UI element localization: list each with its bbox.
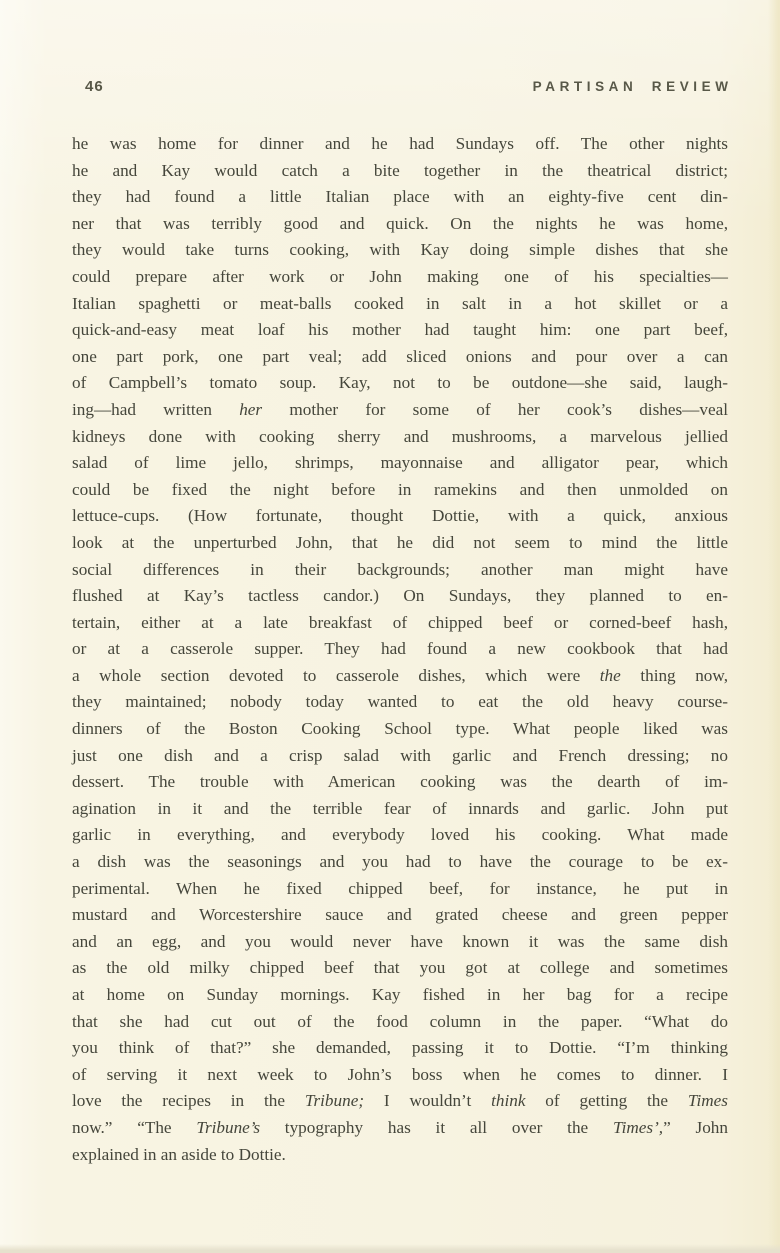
text-line: he was home for dinner and he had Sundays off. The other nights	[72, 134, 728, 153]
text-line: now.” “The Tribune’s typography has it all over the Times’,” John	[72, 1117, 728, 1137]
page-text	[72, 131, 728, 1168]
text-line: dessert. The trouble with American cooking was the dearth of im-	[72, 772, 728, 792]
text-line: look at the unperturbed John, that he did not seem to mind the little	[72, 532, 728, 552]
text-line: at home on Sunday mornings. Kay fished in her bag for a recipe	[72, 985, 728, 1004]
journal-title: PARTISAN REVIEW	[532, 79, 733, 94]
text-line: he and Kay would catch a bite together in the theatrical district;	[72, 160, 728, 180]
text-line: one part pork, one part veal; add sliced onions and pour over a can	[72, 346, 728, 366]
text-line: perimental. When he fixed chipped beef, for instance, he put in	[72, 878, 728, 898]
text-line: mustard and Worcestershire sauce and grated cheese and green pepper	[72, 905, 728, 925]
text-line: salad of lime jello, shrimps, mayonnaise and alligator pear, which	[72, 453, 728, 473]
page-header	[72, 78, 733, 98]
text-line: and an egg, and you would never have known it was the same dish	[72, 931, 728, 951]
text-line: or at a casserole supper. They had found a new cookbook that had	[72, 639, 728, 659]
text-line: love the recipes in the Tribune; I wouldn’t think of getting the Times	[72, 1091, 728, 1111]
text-line: of Campbell’s tomato soup. Kay, not to be outdone—she said, laugh-	[72, 373, 728, 393]
text-line: of serving it next week to John’s boss when he comes to dinner. I	[72, 1064, 728, 1084]
text-line: just one dish and a crisp salad with garlic and French dressing; no	[72, 745, 728, 765]
text-line: they maintained; nobody today wanted to eat the old heavy course-	[72, 692, 728, 712]
text-line: a dish was the seasonings and you had to have the courage to be ex-	[72, 852, 728, 872]
text-line: a whole section devoted to casserole dishes, which were the thing now,	[72, 665, 728, 685]
text-line: they would take turns cooking, with Kay doing simple dishes that she	[72, 240, 728, 260]
text-line: garlic in everything, and everybody loved his cooking. What made	[72, 825, 728, 845]
text-line: could be fixed the night before in ramekins and then unmolded on	[72, 479, 728, 499]
text-line: they had found a little Italian place with an eighty-five cent din-	[72, 187, 728, 207]
text-line: ner that was terribly good and quick. On the nights he was home,	[72, 213, 728, 233]
text-line: you think of that?” she demanded, passing it to Dottie. “I’m thinking	[72, 1038, 728, 1058]
text-line: lettuce-cups. (How fortunate, thought Dottie, with a quick, anxious	[72, 506, 728, 526]
text-line: social differences in their backgrounds; another man might have	[72, 559, 728, 579]
text-line: as the old milky chipped beef that you got at college and sometimes	[72, 958, 728, 978]
text-line: could prepare after work or John making one of his specialties—	[72, 266, 728, 286]
page-number: 46	[85, 78, 104, 95]
text-line: Italian spaghetti or meat-balls cooked in salt in a hot skillet or a	[72, 293, 728, 313]
text-line: ing—had written her mother for some of her cook’s dishes—veal	[72, 399, 728, 419]
page-bottom-edge	[0, 1244, 780, 1253]
page-right-edge	[768, 0, 780, 1253]
text-line: flushed at Kay’s tactless candor.) On Sundays, they planned to en-	[72, 586, 728, 606]
text-line: quick-and-easy meat loaf his mother had taught him: one part beef,	[72, 320, 728, 340]
text-line: kidneys done with cooking sherry and mushrooms, a marvelous jellied	[72, 426, 728, 446]
text-line: tertain, either at a late breakfast of chipped beef or corned-beef hash,	[72, 612, 728, 632]
text-line: dinners of the Boston Cooking School type. What people liked was	[72, 719, 728, 739]
text-line: explained in an aside to Dottie.	[72, 1144, 286, 1164]
text-line: agination in it and the terrible fear of innards and garlic. John put	[72, 798, 728, 818]
text-line: that she had cut out of the food column in the paper. “What do	[72, 1011, 728, 1031]
